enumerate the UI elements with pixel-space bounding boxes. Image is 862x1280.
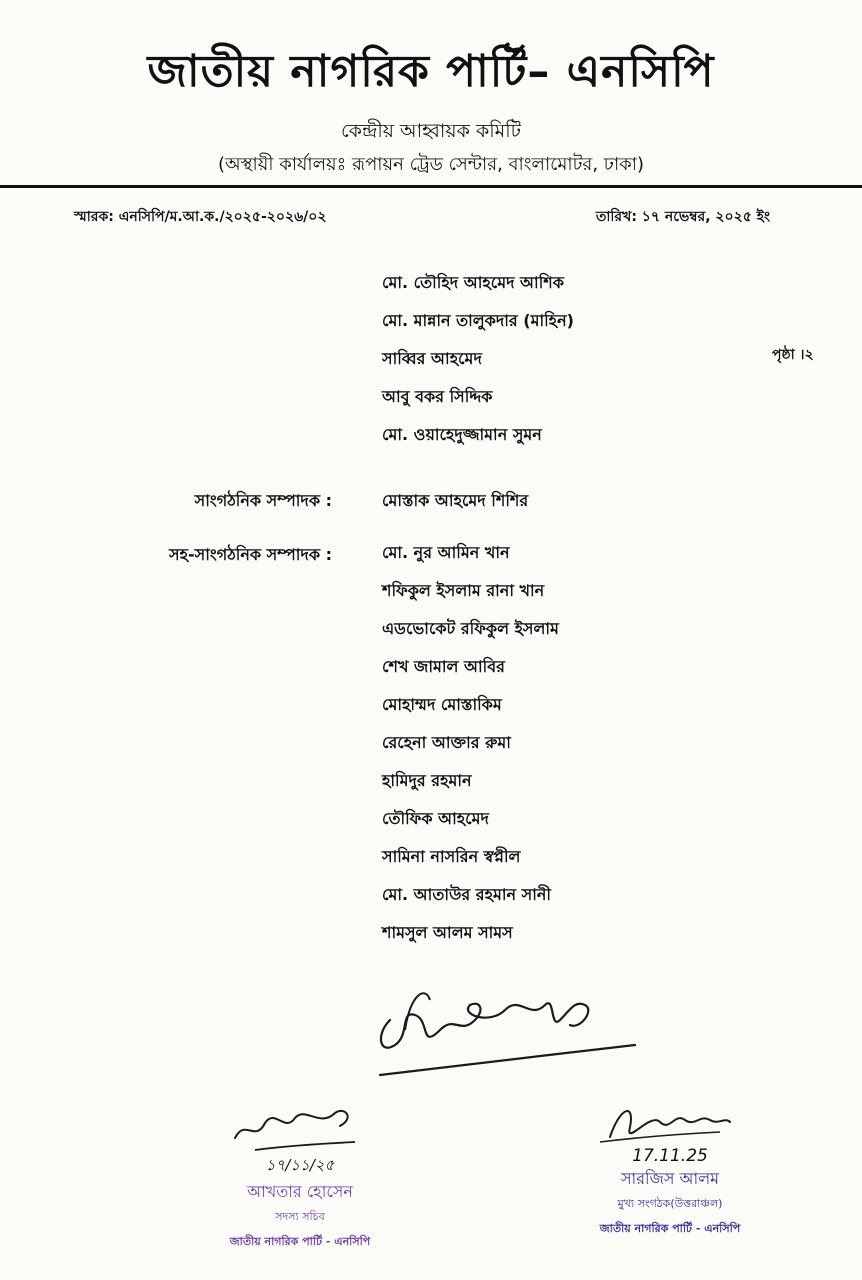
list-item: মো. তৌহিদ আহমেদ আশিক [382, 273, 564, 292]
list-item: মো. নুর আমিন খান [382, 543, 510, 562]
joint-organizing-secretary-label: সহ-সাংগঠনিক সম্পাদক : [169, 545, 332, 564]
list-item: রেহেনা আক্তার রুমা [382, 733, 511, 752]
list-item: শেখ জামাল আবির [382, 657, 505, 676]
list-item: শামসুল আলম সামস [382, 923, 513, 942]
chief-organizer-signature-block [570, 1092, 770, 1239]
member-secretary-org: জাতীয় নাগরিক পার্টি - এনসিপি [229, 1235, 371, 1248]
memo-reference: স্মারক: এনসিপি/ম.আ.ক./২০২৫-২০২৬/০২ [74, 209, 327, 225]
member-secretary-role: সদস্য সচিব [275, 1210, 325, 1223]
handwritten-signature [370, 975, 640, 1085]
list-item: মো. মান্নান তালুকদার (মাহিন) [382, 311, 574, 330]
page-number: পৃষ্ঠা ।২ [772, 347, 814, 363]
joint-organizing-secretary-list [382, 542, 559, 960]
list-item: শফিকুল ইসলাম রানা খান [382, 581, 545, 600]
chief-organizer-date: 17.11.25 [632, 1146, 708, 1166]
list-item: তৌফিক আহমেদ [382, 809, 489, 828]
committee-subtitle: কেন্দ্রীয় আহ্বায়ক কমিটি [340, 120, 522, 142]
organizing-secretary-label: সাংগঠনিক সম্পাদক : [194, 491, 332, 510]
list-item: মোহাম্মদ মোস্তাকিম [382, 695, 502, 714]
party-title: জাতীয় নাগরিক পার্টি– এনসিপি [147, 46, 715, 97]
chief-organizer-org: জাতীয় নাগরিক পার্টি - এনসিপি [599, 1222, 741, 1235]
member-secretary-date: ১৭/১১/২৫ [265, 1156, 335, 1174]
header-divider [0, 185, 862, 188]
list-item: হামিদুর রহমান [382, 771, 472, 790]
chief-organizer-signature [590, 1092, 750, 1152]
list-item: মো. আতাউর রহমান সানী [382, 885, 551, 904]
document-date: তারিখ: ১৭ নভেম্বর, ২০২৫ ইং [595, 209, 770, 225]
top-name-list [382, 272, 574, 462]
member-secretary-signature-block [190, 1098, 410, 1252]
list-item: সামিনা নাসরিন স্বপ্নীল [382, 847, 521, 866]
list-item: এডভোকেট রফিকুল ইসলাম [382, 619, 559, 638]
organizing-secretary-name: মোস্তাক আহমেদ শিশির [382, 491, 529, 510]
chief-organizer-role: মুখ্য সংগঠক(উত্তরাঞ্চল) [617, 1197, 723, 1210]
list-item: সাব্বির আহমেদ [382, 349, 482, 368]
list-item: আবু বকর সিদ্দিক [382, 387, 493, 406]
office-address: (অস্থায়ী কার্যালয়ঃ রূপায়ন ট্রেড সেন্টার, বাংলামোটর, ঢাকা) [218, 154, 644, 175]
chief-organizer-name: সারজিস আলম [620, 1169, 720, 1188]
member-secretary-signature [225, 1098, 375, 1158]
member-secretary-name: আখতার হোসেন [247, 1182, 353, 1201]
list-item: মো. ওয়াহেদুজ্জামান সুমন [382, 425, 542, 444]
